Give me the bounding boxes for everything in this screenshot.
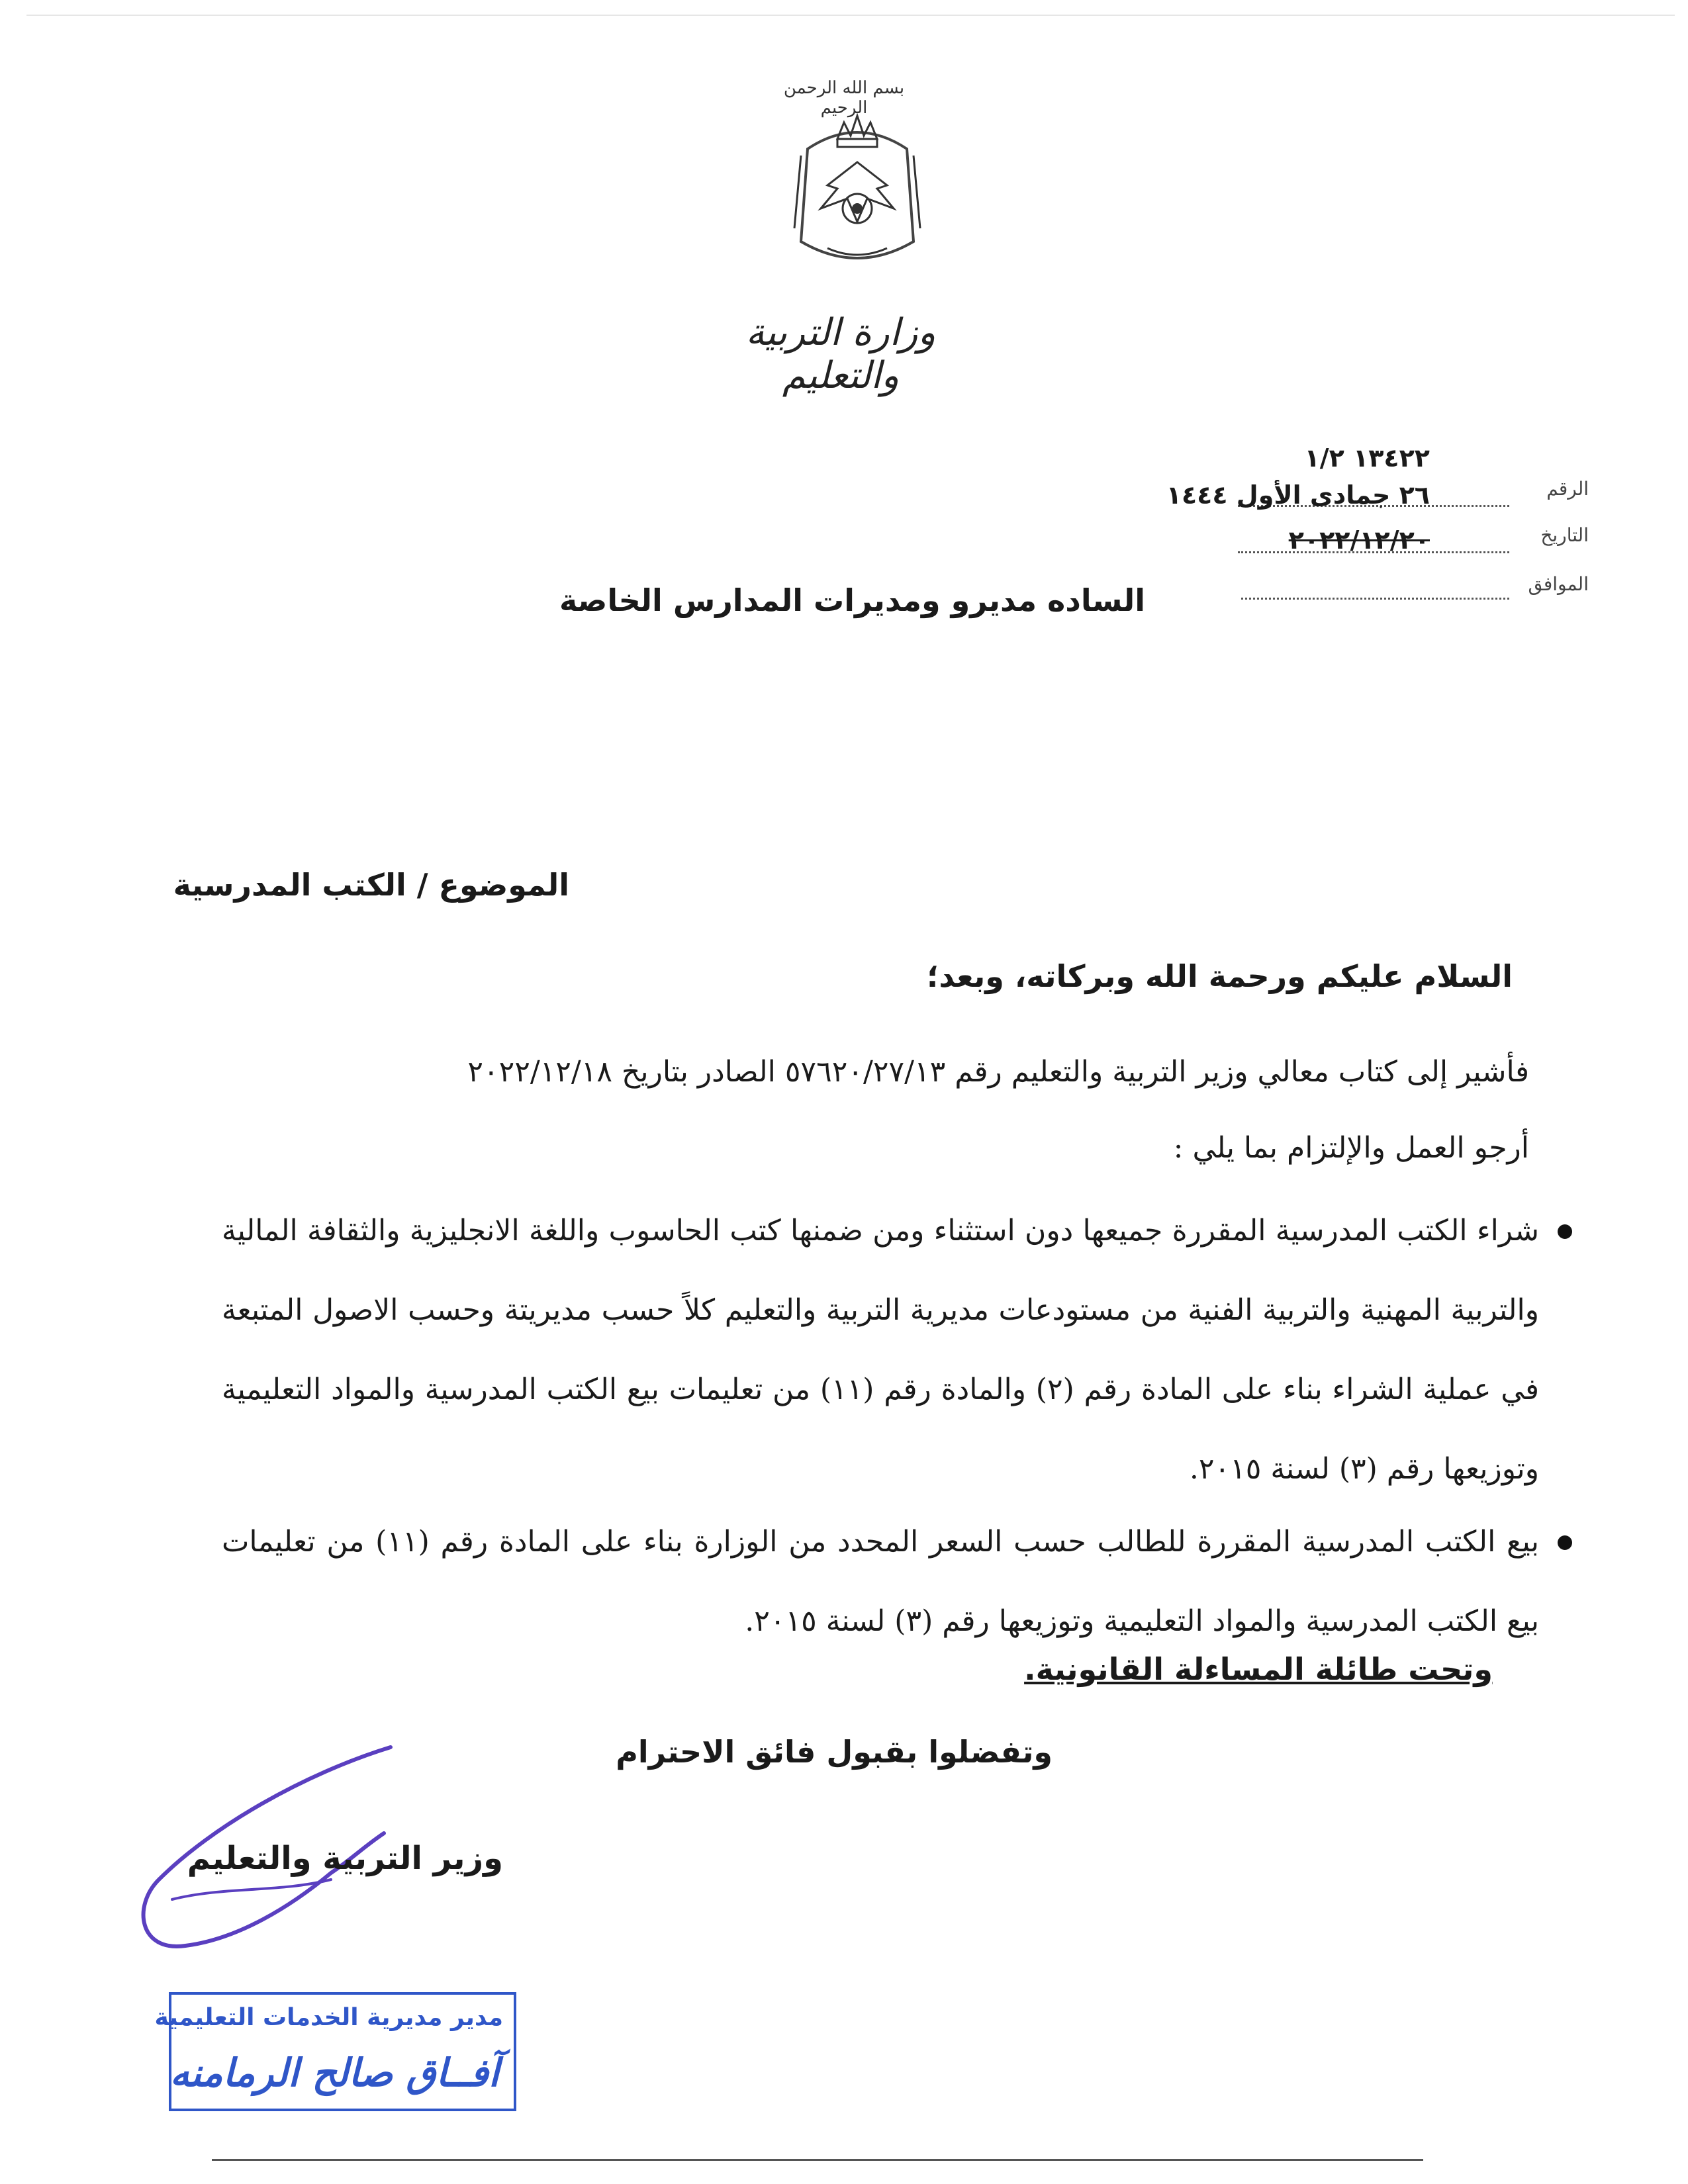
- stamp-name: آفــاق صالح الرمامنه: [169, 2050, 499, 2095]
- list-item: [222, 1191, 1539, 1509]
- bullet-icon: [1558, 1224, 1572, 1239]
- subject-line: الموضوع / الكتب المدرسية: [173, 867, 569, 903]
- coat-of-arms-icon: [781, 109, 933, 281]
- bullet-icon: [1558, 1535, 1572, 1550]
- list-item: [222, 1502, 1539, 1661]
- equivalent-label: الموافق: [1528, 573, 1589, 595]
- hijri-date: ٢٦ جمادى الأول ١٤٤٤: [1166, 480, 1430, 510]
- legal-warning: وتحت طائلة المساءلة القانونية.: [1024, 1651, 1493, 1687]
- date-label: التاريخ: [1540, 524, 1589, 546]
- gregorian-date: ٢٠٢٢/١٢/٢٠: [1288, 525, 1430, 555]
- basmala-text: بسم الله الرحمن الرحيم: [783, 78, 905, 118]
- page-edge: [26, 15, 1675, 16]
- equivalent-dotted-line: [1241, 598, 1509, 600]
- greeting: السلام عليكم ورحمة الله وبركاته، وبعد؛: [927, 958, 1513, 994]
- intro-paragraph-line2: أرجو العمل والإلتزام بما يلي :: [1173, 1131, 1529, 1165]
- ministry-name: وزارة التربية والتعليم: [745, 311, 936, 397]
- list-item-text: شراء الكتب المدرسية المقررة جميعها دون استثناء ومن ضمنها كتب الحاسوب واللغة الانجليزية والثقافة المالية والتربية المهنية والتربية الفنية من مستودعات مديرية التربية والتعليم كلاً حسب مديريتة وحسب الاصول المتبعة في عملية الشراء بناء على المادة رقم (٢) والمادة رقم (١١) من تعليمات بيع الكتب المدرسية والمواد التعليمية وتوزيعها رقم (٣) لسنة ٢٠١٥.: [222, 1214, 1539, 1486]
- closing-line: وتفضلوا بقبول فائق الاحترام: [616, 1734, 1053, 1770]
- reference-number: ١٣٤٢٢ ١/٢: [1304, 443, 1430, 473]
- addressee: الساده مديرو ومديرات المدارس الخاصة: [559, 582, 1145, 618]
- official-stamp: [154, 1992, 516, 2111]
- footer-divider: [212, 2159, 1423, 2161]
- intro-paragraph-line1: فأشير إلى كتاب معالي وزير التربية والتعليم رقم ٥٧٦٢٠/٢٧/١٣ الصادر بتاريخ ٢٠٢٢/١٢/١٨: [467, 1055, 1529, 1089]
- stamp-title: مدير مديرية الخدمات التعليمية: [154, 2004, 503, 2031]
- signer-title: وزير التربية والتعليم: [187, 1840, 503, 1877]
- list-item-text: بيع الكتب المدرسية المقررة للطالب حسب السعر المحدد من الوزارة بناء على المادة رقم (١١) من تعليمات بيع الكتب المدرسية والمواد التعليمية وتوزيعها رقم (٣) لسنة ٢٠١٥.: [222, 1525, 1539, 1638]
- number-label: الرقم: [1546, 478, 1589, 500]
